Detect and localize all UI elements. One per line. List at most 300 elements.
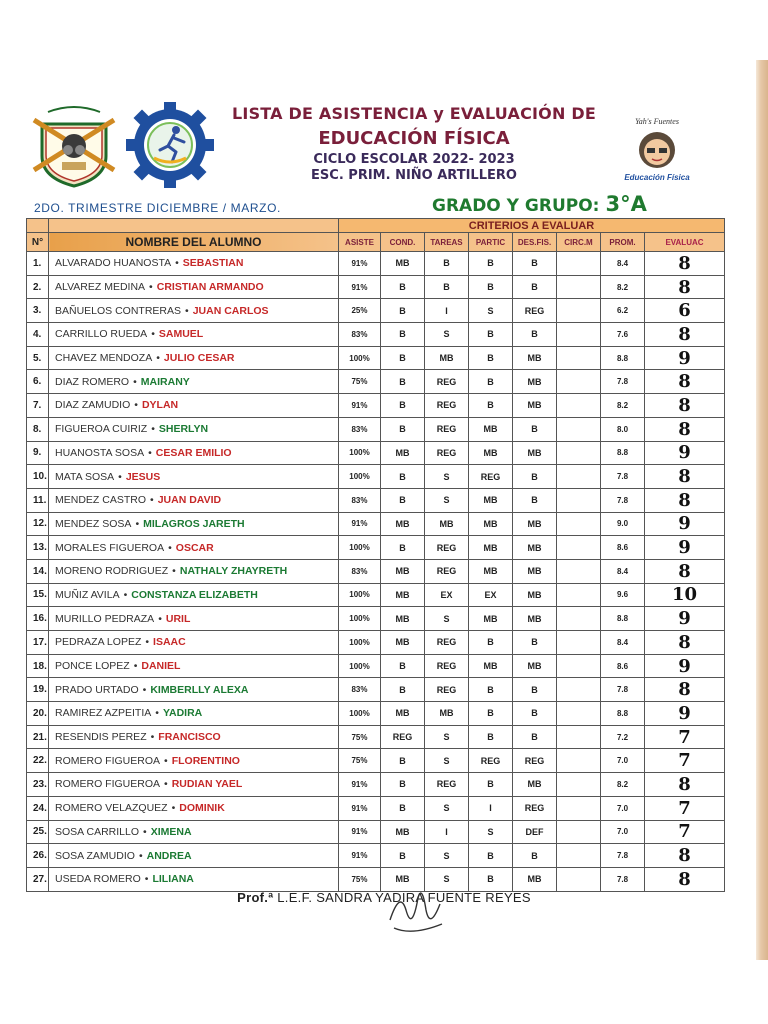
cond-cell: MB [381,583,425,607]
prom-cell: 6.2 [601,299,645,323]
student-first-name: MILAGROS JARETH [143,517,245,530]
table-row [27,394,725,418]
row-number: 10. [27,465,49,489]
student-first-name: JULIO CESAR [163,352,235,365]
partic-cell: B [469,370,513,394]
asiste-cell: 100% [339,465,381,489]
row-number: 12. [27,512,49,536]
desfis-cell: B [513,465,557,489]
tareas-cell: S [425,488,469,512]
grade-label: GRADO Y GRUPO: [432,196,600,216]
subject-title: EDUCACIÓN FÍSICA [318,128,510,149]
table-row [27,370,725,394]
avatar-icon [614,114,700,184]
cond-cell: B [381,488,425,512]
partic-cell: MB [469,607,513,631]
asiste-cell: 83% [339,417,381,441]
table-row [27,654,725,678]
bullet-icon: • [150,731,155,744]
bullet-icon: • [142,683,147,696]
row-number: 21. [27,725,49,749]
bullet-icon: • [134,399,138,412]
prom-cell: 8.8 [601,607,645,631]
asiste-cell: 75% [339,370,381,394]
tareas-cell: MB [425,346,469,370]
partic-cell: I [469,796,513,820]
prom-cell: 8.4 [601,631,645,655]
student-last-name: MORALES FIGUEROA [55,541,165,554]
student-last-name: PEDRAZA LOPEZ [55,636,142,649]
desfis-cell: MB [513,559,557,583]
col-circm: CIRC.M [557,233,601,252]
asiste-cell: 83% [339,323,381,347]
evaluac-cell: 7 [645,796,725,820]
asiste-cell: 91% [339,796,381,820]
row-number: 24. [27,796,49,820]
student-first-name: JUAN DAVID [157,494,222,507]
student-first-name: SEBASTIAN [182,257,244,270]
evaluac-cell: 8 [645,488,725,512]
row-number: 7. [27,394,49,418]
bullet-icon: • [171,802,176,815]
asiste-cell: 100% [339,702,381,726]
table-row [27,323,725,347]
student-first-name: FRANCISCO [158,731,221,744]
circm-cell [557,512,601,536]
bullet-icon: • [133,375,137,388]
prom-cell: 7.8 [601,678,645,702]
circm-cell [557,583,601,607]
circm-cell [557,370,601,394]
col-asiste: ASISTE [339,233,381,252]
col-number: N° [27,233,49,252]
header-titles [214,104,614,184]
student-first-name: SAMUEL [158,328,204,341]
desfis-cell: MB [513,441,557,465]
bullet-icon: • [138,849,143,862]
desfis-cell: DEF [513,820,557,844]
asiste-cell: 100% [339,654,381,678]
tareas-cell: REG [425,536,469,560]
tareas-cell: REG [425,678,469,702]
partic-cell: MB [469,441,513,465]
partic-cell: B [469,394,513,418]
asiste-cell: 75% [339,725,381,749]
evaluac-cell: 7 [645,749,725,773]
asiste-cell: 100% [339,583,381,607]
table-row [27,275,725,299]
evaluac-cell: 10 [645,583,725,607]
circm-cell [557,820,601,844]
desfis-cell: MB [513,583,557,607]
bullet-icon: • [151,328,155,341]
bullet-icon: • [164,754,168,767]
desfis-cell: MB [513,607,557,631]
table-row [27,844,725,868]
row-number: 5. [27,346,49,370]
student-last-name: MENDEZ CASTRO [55,494,147,507]
table-row [27,252,725,276]
table-row [27,536,725,560]
bullet-icon: • [151,423,155,436]
table-row [27,773,725,797]
tareas-cell: REG [425,654,469,678]
row-number: 1. [27,252,49,276]
evaluac-cell: 9 [645,536,725,560]
tareas-cell: REG [425,394,469,418]
asiste-cell: 91% [339,394,381,418]
criteria-header: CRITERIOS A EVALUAR [339,219,725,233]
student-first-name: CESAR EMILIO [155,446,232,459]
asiste-cell: 91% [339,773,381,797]
tareas-cell: REG [425,631,469,655]
student-last-name: CHAVEZ MENDOZA [55,352,153,365]
prom-cell: 7.8 [601,488,645,512]
desfis-cell: B [513,844,557,868]
evaluac-cell: 9 [645,346,725,370]
evaluac-cell: 8 [645,323,725,347]
student-last-name: ROMERO FIGUEROA [55,778,161,791]
prom-cell: 8.6 [601,536,645,560]
cond-cell: REG [381,725,425,749]
partic-cell: S [469,820,513,844]
cond-cell: B [381,465,425,489]
tareas-cell: EX [425,583,469,607]
asiste-cell: 100% [339,536,381,560]
student-last-name: DIAZ ROMERO [55,375,130,388]
cond-cell: MB [381,820,425,844]
asiste-cell: 83% [339,678,381,702]
evaluac-cell: 8 [645,275,725,299]
asiste-cell: 83% [339,488,381,512]
asiste-cell: 91% [339,844,381,868]
student-name [49,796,339,820]
circm-cell [557,299,601,323]
tareas-cell: REG [425,773,469,797]
evaluac-cell: 8 [645,417,725,441]
bullet-icon: • [156,352,160,365]
partic-cell: B [469,678,513,702]
teacher-brand-logo [614,114,700,184]
table-row [27,867,725,891]
tareas-cell: B [425,275,469,299]
tareas-cell: S [425,607,469,631]
circm-cell [557,654,601,678]
grade-value: 3°A [605,192,647,216]
prom-cell: 7.0 [601,796,645,820]
row-number: 22. [27,749,49,773]
bullet-icon: • [158,612,162,625]
student-name [49,867,339,891]
teacher-prefix: Prof.ª [237,890,274,905]
cond-cell: B [381,417,425,441]
student-name [49,559,339,583]
cond-cell: B [381,536,425,560]
cond-cell: B [381,654,425,678]
row-number: 17. [27,631,49,655]
partic-cell: B [469,725,513,749]
student-first-name: XIMENA [150,825,192,838]
tareas-cell: S [425,867,469,891]
student-name [49,417,339,441]
col-desfis: DES.FIS. [513,233,557,252]
bullet-icon: • [123,588,128,601]
table-row [27,607,725,631]
student-name [49,536,339,560]
student-first-name: RUDIAN YAEL [171,778,243,791]
student-last-name: DIAZ ZAMUDIO [55,399,131,412]
evaluac-cell: 7 [645,820,725,844]
cond-cell: B [381,299,425,323]
circm-cell [557,441,601,465]
partic-cell: B [469,844,513,868]
student-last-name: CARRILLO RUEDA [55,328,148,341]
evaluac-cell: 9 [645,702,725,726]
row-number: 18. [27,654,49,678]
bullet-icon: • [185,304,189,317]
evaluac-cell: 7 [645,725,725,749]
student-first-name: MAIRANY [140,375,190,388]
physical-education-gear-logo [124,100,216,190]
desfis-cell: MB [513,536,557,560]
circm-cell [557,323,601,347]
table-row [27,346,725,370]
bullet-icon: • [144,873,149,886]
partic-cell: MB [469,512,513,536]
circm-cell [557,773,601,797]
tareas-cell: S [425,749,469,773]
header-spacer [27,219,49,233]
cond-cell: B [381,323,425,347]
student-first-name: ANDREA [146,849,192,862]
table-row [27,488,725,512]
circm-cell [557,275,601,299]
student-first-name: DANIEL [141,660,181,673]
desfis-cell: B [513,702,557,726]
student-last-name: MENDEZ SOSA [55,517,132,530]
partic-cell: B [469,773,513,797]
student-first-name: CRISTIAN ARMANDO [156,281,264,294]
circm-cell [557,394,601,418]
desfis-cell: REG [513,796,557,820]
paper-edge [756,60,768,960]
student-first-name: YADIRA [162,707,203,720]
prom-cell: 7.6 [601,323,645,347]
partic-cell: B [469,275,513,299]
trimester-label: 2DO. TRIMESTRE DICIEMBRE / MARZO. [34,201,281,215]
prom-cell: 8.2 [601,394,645,418]
bullet-icon: • [145,636,150,649]
evaluac-cell: 6 [645,299,725,323]
partic-cell: B [469,702,513,726]
bullet-icon: • [149,281,153,294]
table-row [27,465,725,489]
bullet-icon: • [164,778,168,791]
table-row [27,583,725,607]
student-first-name: CONSTANZA ELIZABETH [131,588,258,601]
tareas-cell: S [425,465,469,489]
prom-cell: 7.8 [601,465,645,489]
student-last-name: PONCE LOPEZ [55,660,130,673]
circm-cell [557,417,601,441]
row-number: 6. [27,370,49,394]
header-spacer [49,219,339,233]
student-name [49,844,339,868]
circm-cell [557,796,601,820]
evaluac-cell: 9 [645,654,725,678]
row-number: 13. [27,536,49,560]
bullet-icon: • [143,825,147,838]
student-last-name: ALVAREZ MEDINA [55,281,146,294]
table-row [27,820,725,844]
prom-cell: 8.8 [601,702,645,726]
student-last-name: PRADO URTADO [55,683,139,696]
desfis-cell: B [513,678,557,702]
student-last-name: SOSA ZAMUDIO [55,849,135,862]
circm-cell [557,678,601,702]
student-name [49,488,339,512]
prom-cell: 7.0 [601,820,645,844]
col-partic: PARTIC [469,233,513,252]
student-last-name: MATA SOSA [55,470,115,483]
asiste-cell: 75% [339,867,381,891]
circm-cell [557,488,601,512]
student-last-name: MORENO RODRIGUEZ [55,565,169,578]
row-number: 3. [27,299,49,323]
cond-cell: B [381,394,425,418]
cond-cell: MB [381,512,425,536]
student-name [49,678,339,702]
student-first-name: KIMBERLLY ALEXA [150,683,249,696]
student-last-name: MURILLO PEDRAZA [55,612,155,625]
prom-cell: 8.6 [601,654,645,678]
row-number: 2. [27,275,49,299]
partic-cell: S [469,299,513,323]
school-name: ESC. PRIM. NIÑO ARTILLERO [311,168,517,183]
asiste-cell: 83% [339,559,381,583]
attendance-table [26,218,725,892]
prom-cell: 7.2 [601,725,645,749]
evaluac-cell: 8 [645,844,725,868]
tareas-cell: REG [425,441,469,465]
col-student-name: NOMBRE DEL ALUMNO [49,233,339,252]
cond-cell: B [381,346,425,370]
circm-cell [557,749,601,773]
cond-cell: MB [381,867,425,891]
student-name [49,749,339,773]
asiste-cell: 91% [339,820,381,844]
row-number: 14. [27,559,49,583]
student-name [49,275,339,299]
row-number: 4. [27,323,49,347]
row-number: 9. [27,441,49,465]
student-first-name: JESUS [125,470,161,483]
partic-cell: B [469,252,513,276]
row-number: 25. [27,820,49,844]
desfis-cell: MB [513,512,557,536]
circm-cell [557,252,601,276]
partic-cell: REG [469,465,513,489]
cond-cell: B [381,370,425,394]
desfis-cell: MB [513,773,557,797]
tareas-cell: B [425,252,469,276]
partic-cell: MB [469,559,513,583]
row-number: 20. [27,702,49,726]
col-tareas: TAREAS [425,233,469,252]
desfis-cell: REG [513,749,557,773]
tareas-cell: MB [425,512,469,536]
asiste-cell: 100% [339,607,381,631]
student-last-name: MUÑIZ AVILA [55,588,120,601]
student-name [49,512,339,536]
table-row [27,559,725,583]
desfis-cell: MB [513,654,557,678]
school-emblem-logo [28,100,120,190]
student-name [49,725,339,749]
bullet-icon: • [135,517,140,530]
logo-top-text: Yah's Fuentes [635,117,679,126]
student-first-name: FLORENTINO [171,754,240,767]
circm-cell [557,725,601,749]
table-row [27,702,725,726]
student-first-name: DYLAN [141,399,179,412]
evaluac-cell: 8 [645,252,725,276]
student-name [49,631,339,655]
desfis-cell: B [513,323,557,347]
table-row [27,512,725,536]
student-last-name: FIGUEROA CUIRIZ [55,423,148,436]
prom-cell: 9.0 [601,512,645,536]
student-first-name: OSCAR [175,541,214,554]
student-first-name: SHERLYN [158,423,209,436]
row-number: 19. [27,678,49,702]
student-name [49,441,339,465]
bullet-icon: • [155,707,159,720]
bullet-icon: • [133,660,138,673]
table-row [27,678,725,702]
student-name [49,394,339,418]
partic-cell: B [469,323,513,347]
desfis-cell: REG [513,299,557,323]
tareas-cell: REG [425,559,469,583]
bullet-icon: • [168,541,172,554]
school-cycle: CICLO ESCOLAR 2022- 2023 [313,152,515,167]
desfis-cell: B [513,725,557,749]
asiste-cell: 25% [339,299,381,323]
bullet-icon: • [118,470,122,483]
table-row [27,417,725,441]
evaluac-cell: 8 [645,773,725,797]
cond-cell: MB [381,702,425,726]
desfis-cell: B [513,275,557,299]
row-number: 11. [27,488,49,512]
student-name [49,607,339,631]
prom-cell: 7.8 [601,370,645,394]
document-title: LISTA DE ASISTENCIA y EVALUACIÓN DE [232,104,596,123]
table-row [27,796,725,820]
prom-cell: 7.0 [601,749,645,773]
asiste-cell: 100% [339,631,381,655]
student-first-name: JUAN CARLOS [192,304,269,317]
cond-cell: B [381,275,425,299]
circm-cell [557,607,601,631]
cond-cell: MB [381,441,425,465]
row-number: 8. [27,417,49,441]
table-row [27,299,725,323]
prom-cell: 8.4 [601,559,645,583]
row-number: 15. [27,583,49,607]
tareas-cell: REG [425,417,469,441]
